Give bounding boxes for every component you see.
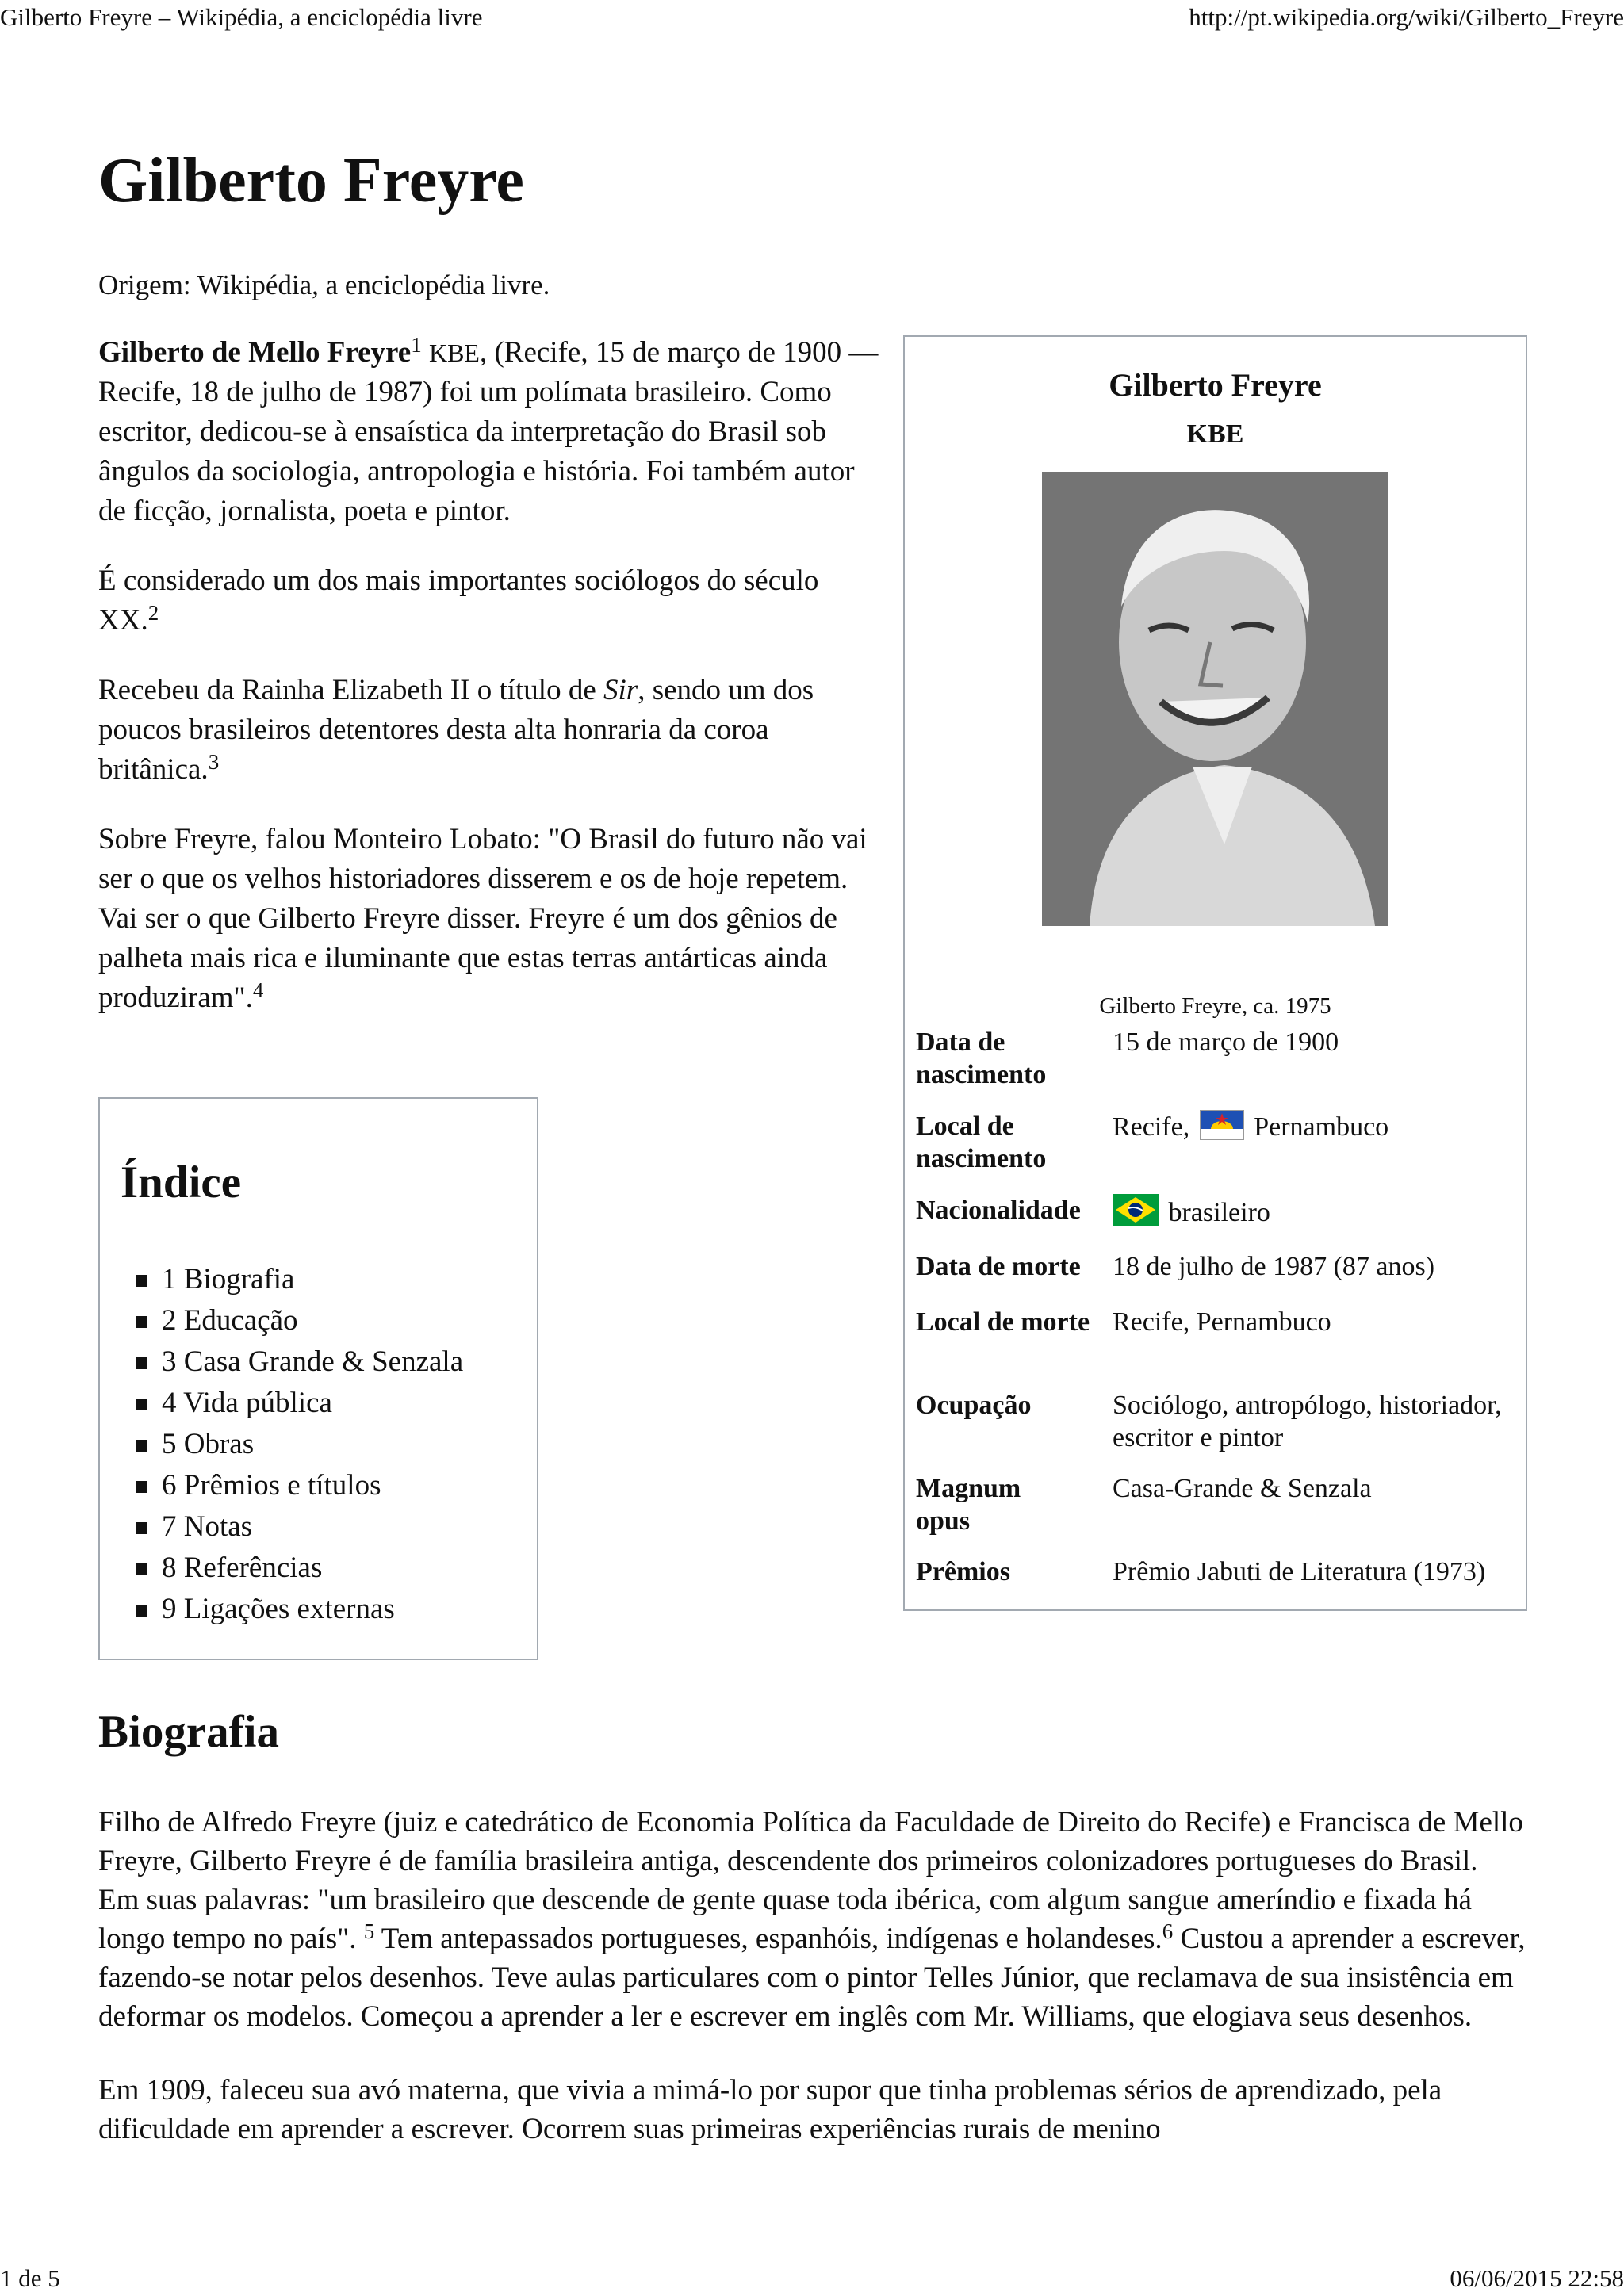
toc-item-ligacoes[interactable]: 9 Ligações externas [162, 1589, 526, 1630]
birth-city[interactable]: Recife, [1113, 1112, 1190, 1142]
lead-paragraph-2 [98, 561, 883, 641]
sir-text: Sir [603, 674, 638, 706]
infobox-label: Local de morte [916, 1307, 1090, 1337]
print-header-title: Gilberto Freyre – Wikipédia, a enciclopédia livre [0, 3, 483, 31]
ref-link-2[interactable]: 2 [147, 601, 159, 625]
toc-title: Índice [121, 1158, 242, 1207]
portrait-photo[interactable] [1042, 472, 1388, 926]
biografia-section [98, 1803, 1526, 2183]
table-of-contents [98, 1097, 538, 1660]
biografia-paragraph-2: Em 1909, faleceu sua avó materna, que vivia a mimá-lo por supor que tinha problemas sérios de aprendizado, pela dificuldade em aprender a escrever. Ocorrem suas primeiras experiências rurais de menino [98, 2074, 1442, 2145]
infobox-label: Data de nascimento [916, 1027, 1047, 1089]
infobox-value [1113, 1194, 1525, 1234]
toc-item-notas[interactable]: 7 Notas [162, 1506, 526, 1548]
portrait-illustration [1042, 472, 1388, 926]
brazil-flag-icon[interactable] [1113, 1194, 1159, 1234]
ref-link-3[interactable]: 3 [208, 750, 220, 774]
bio-text-1c: Custou a aprender a escrever, fazendo-se notar pelos desenhos. Teve aulas particulares com o pintor Telles Júnior, que reclamava de sua insistência em deformar os modelos. Começou a aprender a ler e escrever em inglês com Mr. Williams, que elogiava seus desenhos. [98, 1923, 1526, 2033]
ref-link-6[interactable]: 6 [1162, 1919, 1174, 1943]
toc-item-vida-publica[interactable]: 4 Vida pública [162, 1383, 526, 1424]
infobox-subtitle[interactable]: KBE [1186, 419, 1244, 449]
ref-link-5[interactable]: 5 [363, 1919, 375, 1943]
infobox-title: Gilberto Freyre [1109, 367, 1322, 403]
infobox-label: Data de morte [916, 1252, 1081, 1281]
infobox-value[interactable]: 18 de julho de 1987 (87 anos) [1113, 1252, 1435, 1281]
ref-link-4[interactable]: 4 [252, 978, 264, 1002]
print-header-url[interactable]: http://pt.wikipedia.org/wiki/Gilberto_Freyre [1189, 3, 1624, 31]
toc-item-obras[interactable]: 5 Obras [162, 1424, 526, 1465]
infobox-value [1113, 1110, 1525, 1148]
infobox-value[interactable]: Prêmio Jabuti de Literatura (1973) [1113, 1557, 1486, 1586]
bio-text-1a: Filho de Alfredo Freyre (juiz e catedrático de Economia Política da Faculdade de Direito do Recife) e Francisca de Mello Freyre, Gilberto Freyre é de família brasileira antiga, descendente dos primeiros colonizadores portugueses do Brasil. Em suas palavras: "um brasileiro que descende de gente quase toda ibérica, com algum sangue ameríndio e fixada há longo tempo no país". [98, 1806, 1523, 1955]
biografia-paragraph-1 [98, 1803, 1526, 2036]
lead-text-3a: Recebeu da Rainha Elizabeth II o título de [98, 674, 603, 706]
nationality-value[interactable]: brasileiro [1168, 1198, 1270, 1227]
infobox-label: Nacionalidade [916, 1196, 1081, 1225]
toc-item-casa-grande[interactable]: 3 Casa Grande & Senzala [162, 1341, 526, 1383]
portrait-caption: Gilberto Freyre, ca. 1975 [1099, 993, 1331, 1019]
lead-paragraph-3 [98, 671, 883, 790]
toc-item-educacao[interactable]: 2 Educação [162, 1300, 526, 1341]
page-title: Gilberto Freyre [98, 146, 524, 216]
lead-text-2: É considerado um dos mais importantes sociólogos do século XX. [98, 564, 819, 637]
infobox-label: Local de nascimento [916, 1112, 1047, 1173]
lead-section [98, 333, 883, 1048]
toc-item-premios[interactable]: 6 Prêmios e títulos [162, 1465, 526, 1506]
lead-text-1: , (Recife, 15 de março de 1900 — Recife, 18 de julho de 1987) foi um polímata brasileiro. Como escritor, dedicou-se à ensaística da interpretação do Brasil sob ângulos da sociologia, antropologia e história. Foi também autor de ficção, jornalista, poeta e pintor. [98, 336, 879, 527]
toc-item-referencias[interactable]: 8 Referências [162, 1548, 526, 1589]
lead-paragraph-4 [98, 820, 883, 1018]
lead-paragraph-1 [98, 333, 883, 531]
toc-item-biografia[interactable]: 1 Biografia [162, 1259, 526, 1300]
infobox-label: Magnum opus [916, 1474, 1021, 1536]
pernambuco-flag-icon[interactable] [1200, 1110, 1244, 1148]
lead-text-4: Sobre Freyre, falou Monteiro Lobato: "O Brasil do futuro não vai ser o que os velhos historiadores disserem e os de hoje repetem. Vai ser o que Gilberto Freyre disser. Freyre é um dos gênios de palheta mais rica e iluminante que estas terras antárticas ainda produziram". [98, 823, 868, 1014]
infobox-label: Prêmios [916, 1557, 1010, 1586]
infobox-value[interactable]: 15 de março de 1900 [1113, 1027, 1339, 1057]
infobox-value[interactable]: Casa-Grande & Senzala [1113, 1474, 1372, 1503]
infobox-label: Ocupação [916, 1391, 1032, 1420]
bio-text-1b: Tem antepassados portugueses, espanhóis, indígenas e holandeses. [374, 1923, 1162, 1955]
toc-list [111, 1259, 526, 1630]
print-timestamp: 06/06/2015 22:58 [1450, 2264, 1624, 2292]
section-heading-biografia: Biografia [98, 1707, 279, 1757]
infobox-value[interactable]: Recife, Pernambuco [1113, 1307, 1331, 1337]
subject-name: Gilberto de Mello Freyre [98, 336, 412, 369]
ref-link-1[interactable]: 1 [411, 333, 422, 357]
kbe-link[interactable]: KBE [428, 339, 480, 367]
origin-line: Origem: Wikipédia, a enciclopédia livre. [98, 270, 550, 300]
infobox [903, 335, 1527, 1611]
lead-text-3b: , sendo um dos poucos brasileiros detentores desta alta honraria da coroa britânica. [98, 674, 814, 786]
page-counter: 1 de 5 [0, 2264, 60, 2292]
infobox-value: Sociólogo, antropólogo, historiador, escritor e pintor [1113, 1391, 1502, 1452]
birth-state[interactable]: Pernambuco [1254, 1112, 1389, 1142]
